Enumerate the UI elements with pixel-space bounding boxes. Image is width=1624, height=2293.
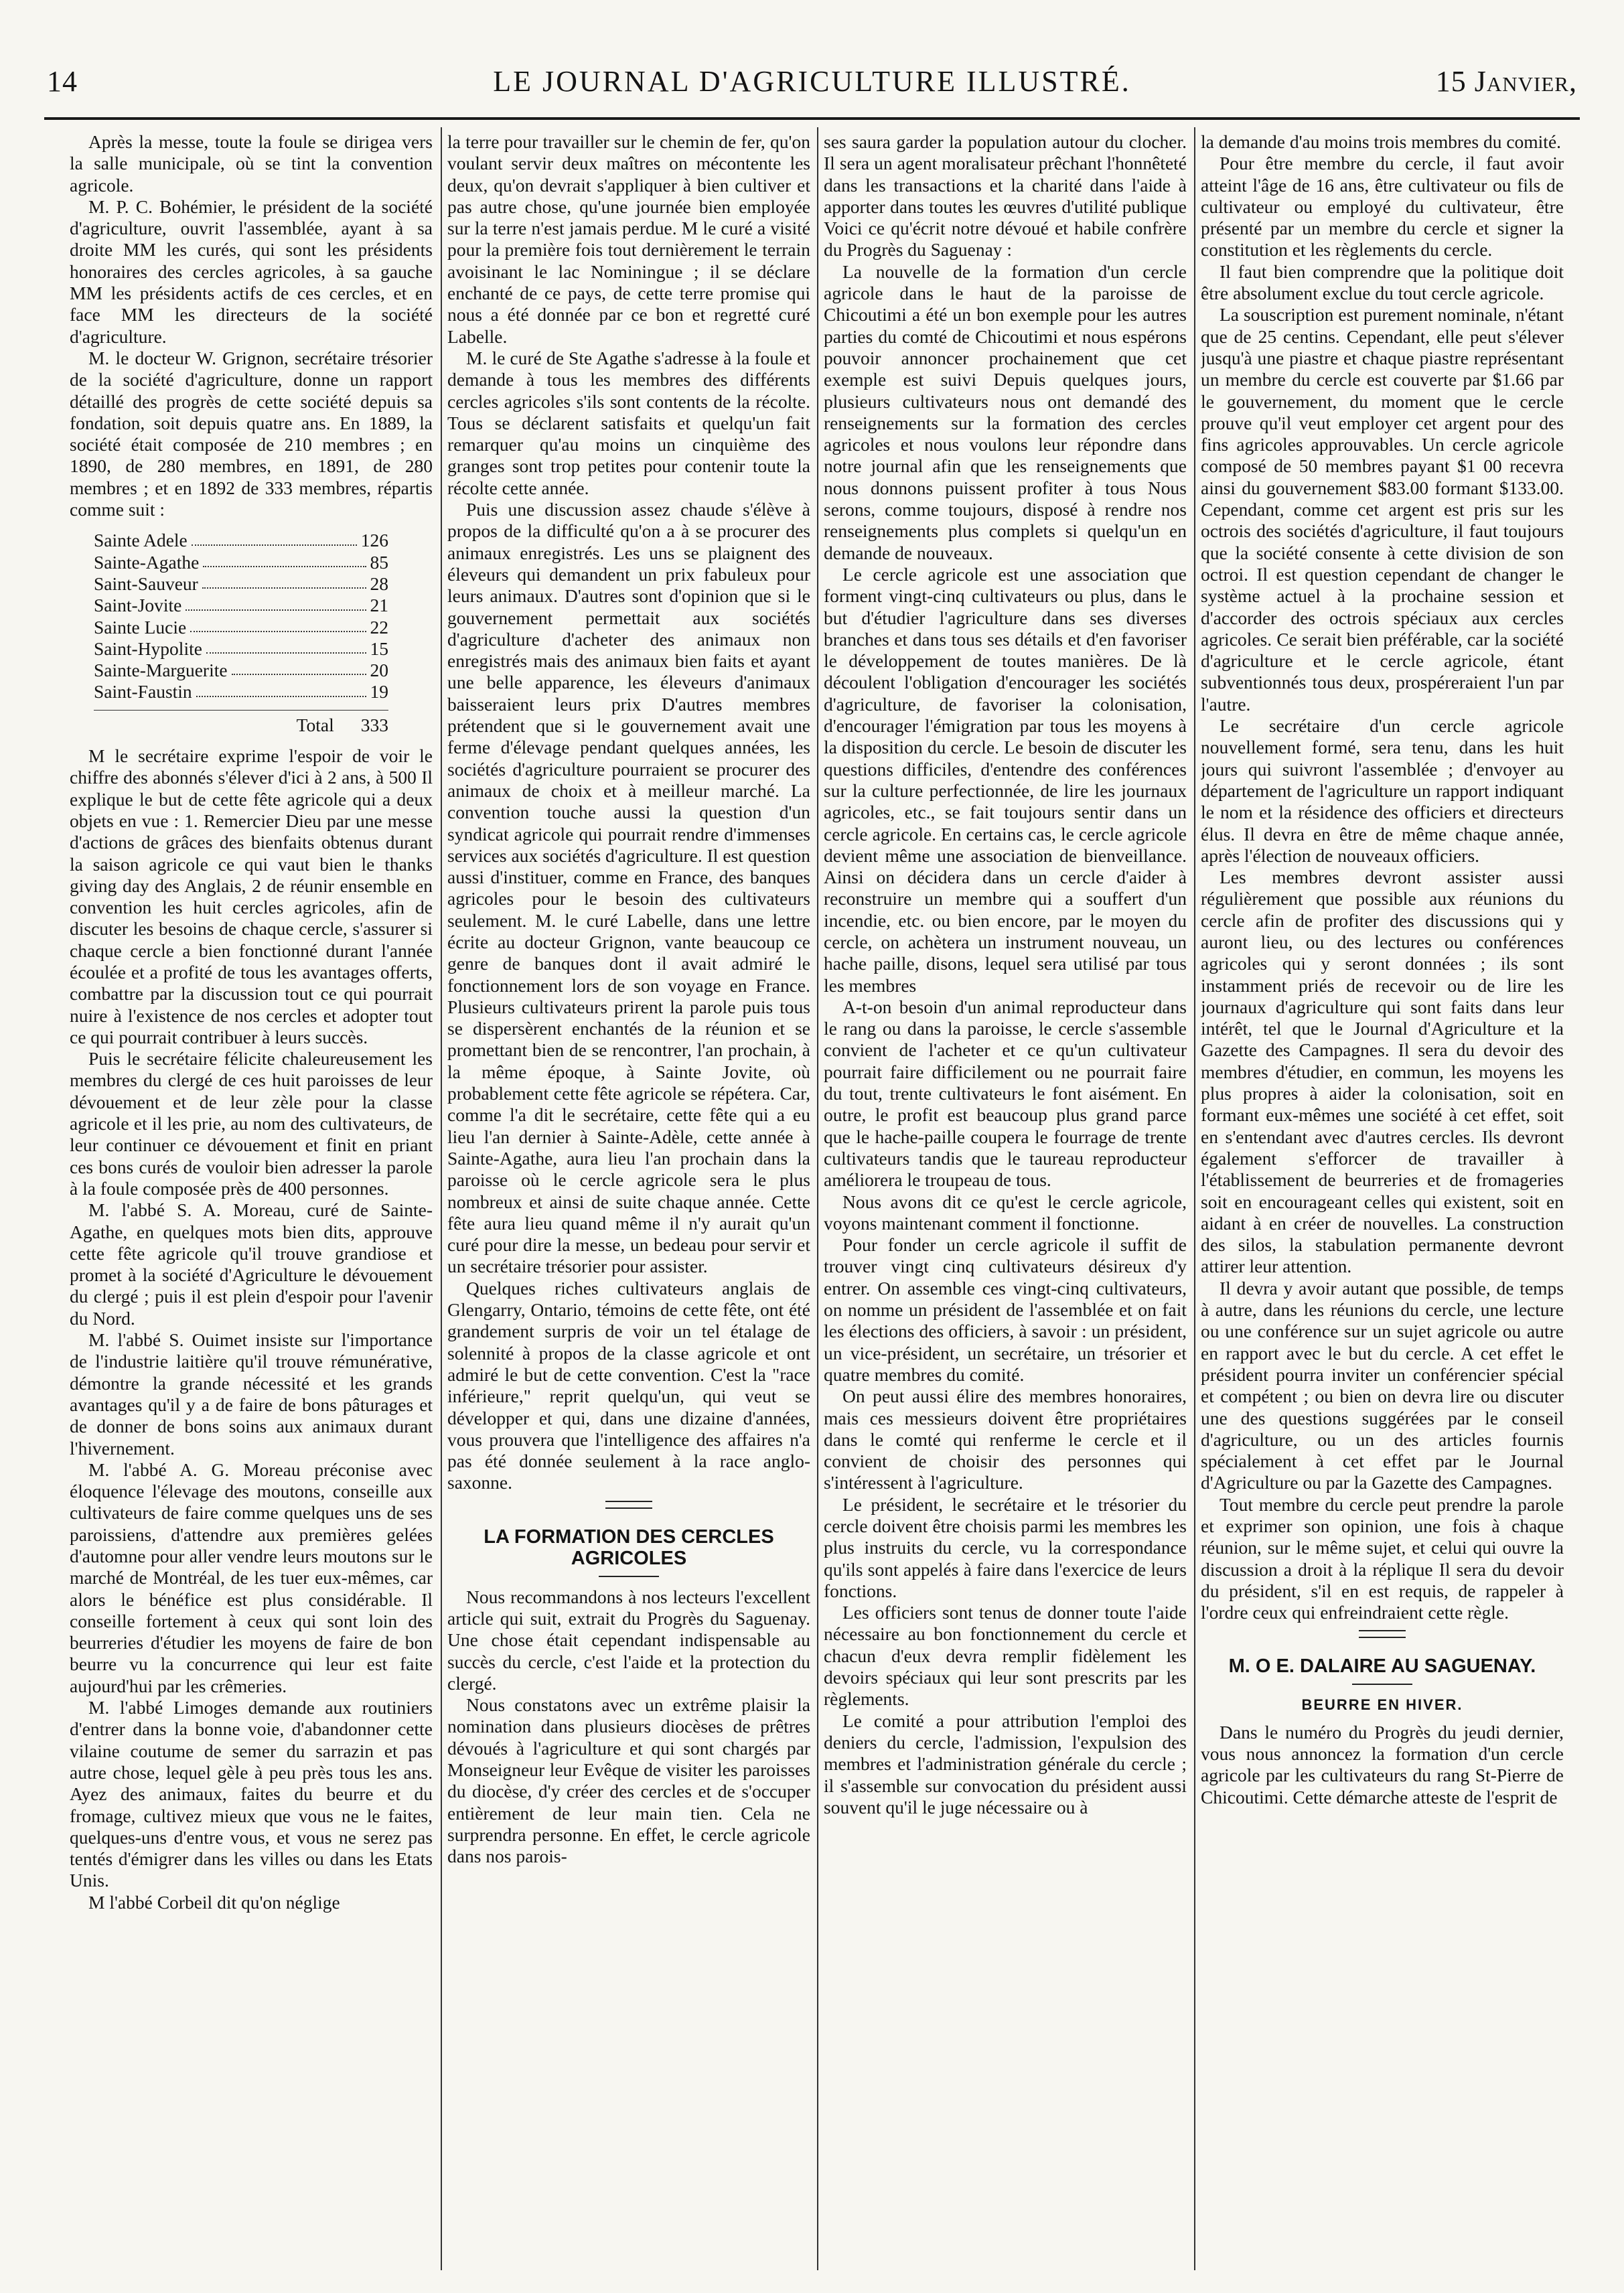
paragraph: Le comité a pour attribution l'emploi des deniers du cercle, l'admission, l'expulsion des membres et l'administration générale du cercle ; il s'assemble sur convocation du président aussi souvent qu'il le juge nécessaire ou à xyxy=(824,1710,1187,1818)
section-heading: LA FORMATION DES CERCLES AGRICOLES xyxy=(484,1526,774,1569)
parish-name: Saint-Faustin xyxy=(94,681,192,702)
member-count: 20 xyxy=(370,660,388,681)
paragraph: Pour être membre du cercle, il faut avoir atteint l'âge de 16 ans, être cultivateur ou fils de cultivateur ou employé du cultivateur, être présenté par un membre du cercle et signer la constitution et les règlements du cercle. xyxy=(1201,153,1564,261)
paragraph: Les officiers sont tenus de donner toute l'aide nécessaire au bon fonctionnement du cercle et chacun d'eux devra remplir fidèlement les devoirs spéciaux qui leur sont prescrits par les règlements. xyxy=(824,1602,1187,1710)
issue-date: 15 Janvier, xyxy=(1435,65,1577,98)
tally-row xyxy=(94,681,388,702)
paragraph: La nouvelle de la formation d'un cercle agricole dans le haut de la paroisse de Chicoutimi a été un bon exemple pour les autres parties du comté de Chicoutimi et nous espérons pouvoir annoncer prochainement que cet exemple est suivi Depuis quelques jours, plusieurs cultivateurs nous ont demandé des renseignements sur la formation des cercles agricoles et nous voulons leur répondre dans notre journal afin que les renseignements que nous donnons puissent profiter à tous Nous serons, comme toujours, disposé à rendre nos renseignements plus complets si quelqu'un en demande de nouveaux. xyxy=(824,261,1187,563)
paragraph: M. l'abbé Limoges demande aux routiniers d'entrer dans la bonne voie, d'abandonner cette vilaine coutume de semer du sarrazin et pas autre chose, lequel gèle à peu près tous les ans. Ayez des animaux, faites du beurre et du fromage, cultivez mieux que vous ne le faites, quelques-uns d'entre vous, et vous ne serez pas tentés d'émigrer dans les villes ou dans les Etats Unis. xyxy=(70,1697,433,1891)
tally-row xyxy=(94,660,388,681)
paragraph: A-t-on besoin d'un animal reproducteur dans le rang ou dans la paroisse, le cercle s'assemble convient de l'acheter et ce qu'un cultivateur pourrait faire difficilement ou ne pourrait faire du tout, trente cultivateurs le font aisément. En outre, le profit est beaucoup plus grand parce que le hache-paille coupera le fourrage de trente cultivateurs tandis que le taureau reproducteur améliorera le troupeau de tous. xyxy=(824,996,1187,1191)
tally-row xyxy=(94,595,388,616)
paragraph: Quelques riches cultivateurs anglais de Glengarry, Ontario, témoins de cette fête, ont été grandement surpris de voir un tel étalage de solennité à propos de la classe agricole et ont admiré le but de cette convention. C'est la "race inférieure," reprit quelqu'un, qui veut se développer et qui, dans une dizaine d'années, vous prouvera que l'intelligence des affaires n'a pas été donnée seulement à la race anglo-saxonne. xyxy=(447,1277,810,1493)
member-count: 85 xyxy=(370,551,388,573)
section-rule xyxy=(1352,1684,1412,1685)
column-3 xyxy=(824,131,1187,2274)
paragraph: Il faut bien comprendre que la politique doit être absolument exclue du tout cercle agricole. xyxy=(1201,261,1564,304)
paragraph: Tout membre du cercle peut prendre la parole et exprimer son opinion, une fois à chaque réunion, sur le même sujet, et celui qui ouvre la discussion a droit à la réplique Il sera du devoir du président, s'il en est requis, de rappeler à l'ordre ceux qui enfreindraient cette règle. xyxy=(1201,1493,1564,1623)
member-count: 21 xyxy=(370,595,388,616)
paragraph: Le cercle agricole est une association que forment vingt-cinq cultivateurs ou plus, dans le but d'étudier l'agriculture dans ses diverses branches et dans tous ses détails et d'en favoriser le développement de toutes manières. De là découlent l'obligation d'encourager les sociétés d'agriculture, de favoriser la colonisation, d'encourager l'émigration par tous les moyens à la disposition du cercle. Le besoin de discuter les questions difficiles, d'entendre des conférences sur la culture perfectionnée, de lire les journaux agricoles, etc., se fait toujours sentir dans un cercle agricole. En certains cas, le cercle agricole devient même une association de bienveillance. Ainsi on décidera dans un cercle d'aider à reconstruire un membre qui a souffert d'un incendie, etc. ou bien encore, par le moyen du cercle, on achètera un instrument nouveau, un hache paille, disons, lequel sera utilisé par tous les membres xyxy=(824,563,1187,996)
member-count: 15 xyxy=(370,638,388,659)
total-label: Total xyxy=(296,714,334,735)
member-count: 22 xyxy=(370,616,388,638)
page-number: 14 xyxy=(47,65,78,98)
paragraph: M l'abbé Corbeil dit qu'on néglige xyxy=(88,1891,340,1913)
parish-name: Sainte-Marguerite xyxy=(94,660,228,681)
paragraph: la demande d'au moins trois membres du comité. xyxy=(1201,131,1562,152)
paragraph: On peut aussi élire des membres honoraires, mais ces messieurs doivent être propriétaires dans le comté qui renferme le cercle et il convient de choisir des personnes qui s'intéressent à l'agriculture. xyxy=(824,1386,1187,1493)
member-count: 19 xyxy=(370,681,388,702)
paragraph: M. l'abbé A. G. Moreau préconise avec éloquence l'élevage des moutons, conseille aux cultivateurs de faire comme quelques uns de ses paroissiens, d'attendre aux premières gelées d'automne pour aller vendre leurs moutons sur le marché de Montréal, de les tuer eux-mêmes, car alors le bénéfice est plus considérable. Il conseille fortement à ceux qui sont loin des beurreries d'étudier les moyens de faire de bon beurre vu la concurrence qui leur est faite aujourd'hui par les crêmeries. xyxy=(70,1459,433,1696)
membership-tally xyxy=(94,530,388,736)
member-count: 28 xyxy=(370,573,388,594)
paragraph: La souscription est purement nominale, n'étant que de 25 centins. Cependant, elle peut s'élever jusqu'à une piastre et chaque piastre représentant un membre du cercle est couverte par $1.66 par le gouvernement, du moment que le cercle prouve qu'il veut employer cet argent pour des fins agricoles approuvables. Un cercle agricole composé de 50 membres payant $1 00 recevra ainsi du gouvernement $83.00 formant $133.00. Cependant, comme cet argent est pris sur les octrois des sociétés d'agriculture, il faut toujours que la société consente à cette division de son octroi. Il est question cependant de changer le système actuel à la prochaine session et d'accorder des octrois spéciaux aux cercles agricoles. Ce serait bien préférable, car la société d'agriculture et le cercle agricole, étant subventionnés tous deux, prospéreraient l'un par l'autre. xyxy=(1201,304,1564,715)
section-ornament xyxy=(1359,1630,1406,1638)
tally-row xyxy=(94,638,388,660)
paragraph: Puis une discussion assez chaude s'élève à propos de la difficulté qu'on a à se procurer des animaux enregistrés. Les uns se plaignent des éleveurs qui demandent un prix fabuleux pour leurs animaux. D'autres sont d'opinion que si le gouvernement permettait aux sociétés d'agriculture d'acheter des animaux non enregistrés mais des animaux bien faits et ayant une belle apparence, les éleveurs d'animaux baisseraient leurs prix D'autres membres prétendent que si le gouvernement avait une ferme d'élevage pendant quelques années, les sociétés d'agriculture pourraient se procurer des animaux de choix et à meilleur marché. La convention touche aussi la question d'un syndicat agricole qui pourrait rendre d'immenses services aux sociétés d'agriculture. Il est question aussi d'instituer, comme en France, des banques agricoles pour le besoin des cultivateurs seulement. M. le curé Labelle, dans une lettre écrite au docteur Grignon, vante beaucoup ce genre de banques dont il avait admiré le fonctionnement lors de son voyage en France. Plusieurs cultivateurs prirent la parole puis tous se dispersèrent enchantés de la réunion et se promettant bien de se rencontrer, l'an prochain, à la même époque, à Sainte Jovite, où probablement cette fête agricole se répétera. Car, comme l'a dit le secrétaire, cette fête qui a eu lieu l'an dernier à Sainte-Adèle, cette année à Sainte-Agathe, aura lieu l'an prochain dans la paroisse où le cercle agricole sera le plus nombreux et ainsi de suite chaque année. Cette fête aura lieu quand même il n'y aurait qu'un curé pour dire la messe, un bedeau pour servir et un secrétaire trésorier pour assister. xyxy=(447,499,810,1277)
section-rule xyxy=(599,1576,659,1577)
page-header xyxy=(47,64,1577,104)
paragraph: M. P. C. Bohémier, le président de la société d'agriculture, ouvrit l'assemblée, ayant à sa droite MM les curés, qui sont les présidents honoraires des cercles agricoles, à sa gauche MM les présidents actifs de ces cercles, et en face MM les directeurs de la société d'agriculture. xyxy=(70,196,433,347)
header-rule xyxy=(44,117,1580,120)
parish-name: Sainte Lucie xyxy=(94,616,187,638)
column-4 xyxy=(1201,131,1564,2274)
section-heading: M. O E. DALAIRE AU SAGUENAY. xyxy=(1228,1655,1536,1678)
paragraph: Pour fonder un cercle agricole il suffit de trouver vingt cinq cultivateurs désireux d'y entrer. On assemble ces vingt-cinq cultivateurs, on nomme un président de l'assemblée et on fait les élections des officiers, à savoir : un président, un vice-président, un secrétaire, un trésorier et quatre membres du comité. xyxy=(824,1234,1187,1385)
paragraph: Le président, le secrétaire et le trésorier du cercle doivent être choisis parmi les membres les plus instruits du cercle, vu la correspondance qu'ils sont appelés à faire dans l'exercice de leurs fonctions. xyxy=(824,1493,1187,1601)
paragraph: la terre pour travailler sur le chemin de fer, qu'on voulant servir deux maîtres on mécontente les deux, qu'on devrait s'appliquer à bien cultiver et pas autre chose, qu'une journée bien employée sur la terre n'est jamais perdue. M le curé a visité pour la première fois tout dernièrement le terrain avoisinant le lac Nominingue ; il se déclare enchanté de ce pays, de cette terre promise qui nous a été donnée par ce bon et regretté curé Labelle. xyxy=(447,131,810,347)
paragraph: M. le curé de Ste Agathe s'adresse à la foule et demande à tous les membres des différents cercles agricoles s'ils sont contents de la récolte. Tous se déclarent satisfaits et quelqu'un fait remarquer qu'au moins un cinquième des granges sont trop petites pour contenir toute la récolte cette année. xyxy=(447,347,810,498)
tally-row xyxy=(94,617,388,638)
tally-row xyxy=(94,530,388,551)
total-value: 333 xyxy=(360,714,388,735)
paragraph: Le secrétaire d'un cercle agricole nouvellement formé, sera tenu, dans les huit jours qui suivront l'assemblée ; d'envoyer au département de l'agriculture un rapport indiquant le nom et la résidence des officiers et directeurs élus. Il devra en être de même chaque année, après l'élection de nouveaux officiers. xyxy=(1201,715,1564,866)
paragraph: Il devra y avoir autant que possible, de temps à autre, dans les réunions du cercle, une lecture ou une conférence sur un sujet agricole ou autre en rapport avec le but du cercle. A cet effet le président pourra inviter un conférencier spécial et compétent ; ou bien on devra lire ou discuter une des questions suggérées par le conseil d'agriculture, ou un des articles fournis spécialement à cet effet par le Journal d'Agriculture ou par la Gazette des Campagnes. xyxy=(1201,1277,1564,1493)
paragraph: Nous recommandons à nos lecteurs l'excellent article qui suit, extrait du Progrès du Saguenay. Une chose était cependant indispensable au succès du cercle, c'est l'aide et la protection du clergé. xyxy=(447,1586,810,1694)
journal-title: LE JOURNAL D'AGRICULTURE ILLUSTRÉ. xyxy=(493,65,1131,98)
parish-name: Saint-Jovite xyxy=(94,595,182,616)
paragraph: M. le docteur W. Grignon, secrétaire trésorier de la société d'agriculture, donne un rapport détaillé des progrès de cette société depuis sa fondation, soit depuis quatre ans. En 1889, la société était composée de 210 membres ; en 1890, de 280 membres, en 1891, de 280 membres ; et en 1892 de 333 membres, répartis comme suit : xyxy=(70,347,433,520)
tally-row xyxy=(94,573,388,595)
parish-name: Saint-Hypolite xyxy=(94,638,202,659)
paragraph: ses saura garder la population autour du clocher. Il sera un agent moralisateur prêchant l'honnêteté dans les transactions et la charité dans l'aide à apporter dans toutes les œuvres d'utilité publique Voici ce qu'écrit notre dévoué et habile confrère du Progrès du Saguenay : xyxy=(824,131,1187,261)
column-2 xyxy=(447,131,810,2274)
column-1 xyxy=(70,131,433,2274)
paragraph: Nous avons dit ce qu'est le cercle agricole, voyons maintenant comment il fonctionne. xyxy=(824,1191,1187,1234)
paragraph: Les membres devront assister aussi régulièrement que possible aux réunions du cercle afin de profiter des discussions qui y auront lieu, ou des lectures ou conférences agricoles qui y seront données ; ils sont instamment priés de recevoir ou de lire les journaux d'agriculture qui sont faits dans leur intérêt, tel que le Journal d'Agriculture et la Gazette des Campagnes. Il sera du devoir des membres d'étudier, en commun, les moyens les plus propres à aider la colonisation, soit en formant eux-mêmes une société à cet effet, soit en s'entendant avec d'autres cercles. Ils devront également s'efforcer de travailler à l'établissement de beurreries et de fromageries soit en encourageant celles qui existent, soit en aidant à en créer de nouvelles. La construction des silos, la stabulation permanente devront attirer leur attention. xyxy=(1201,867,1564,1277)
paragraph: M le secrétaire exprime l'espoir de voir le chiffre des abonnés s'élever d'ici à 2 ans, à 500 Il explique le but de cette fête agricole qui a deux objets en vue : 1. Remercier Dieu par une messe d'actions de grâces des bienfaits obtenus durant la saison agricole ce qui vaut bien le thanks giving day des Anglais, 2 de réunir ensemble en convention les huit cercles agricoles, afin de discuter les besoins de chaque cercle, s'assurer si chaque cercle a bien fonctionné durant l'année écoulée et a profité de tous les avantages offerts, combattre par la discussion tout ce qui pourrait nuire à l'existence de nos cercles et adopter tout ce qui pourrait contribuer à leurs succès. xyxy=(70,745,433,1047)
paragraph: Après la messe, toute la foule se dirigea vers la salle municipale, où se tint la convention agricole. xyxy=(70,131,433,196)
parish-name: Saint-Sauveur xyxy=(94,573,198,594)
section-ornament xyxy=(605,1501,652,1509)
tally-total xyxy=(94,710,388,736)
paragraph: Nous constatons avec un extrême plaisir la nomination dans plusieurs diocèses de prêtres dévoués à l'agriculture et qui sont chargés par Monseigneur leur Evêque de visiter les paroisses du diocèse, d'y créer des cercles et de s'occuper entièrement de leur main tien. Cela ne surprendra personne. En effet, le cercle agricole dans nos parois- xyxy=(447,1694,810,1867)
paragraph: M. l'abbé S. Ouimet insiste sur l'importance de l'industrie laitière qu'il trouve rémunérative, démontre la grande nécessité et les grands avantages qu'il y a de faire de bons pâturages et de donner de bons soins aux animaux durant l'hivernement. xyxy=(70,1329,433,1459)
parish-name: Sainte-Agathe xyxy=(94,551,200,573)
section-subheading: BEURRE EN HIVER. xyxy=(1301,1696,1463,1714)
parish-name: Sainte Adele xyxy=(94,530,188,551)
paragraph: Dans le numéro du Progrès du jeudi dernier, vous nous annoncez la formation d'un cercle agricole par les cultivateurs du rang St-Pierre de Chicoutimi. Cette démarche atteste de l'esprit de xyxy=(1201,1721,1564,1807)
paragraph: Puis le secrétaire félicite chaleureusement les membres du clergé de ces huit paroisses de leur dévouement et de leur zèle pour la classe agricole et il les prie, au nom des cultivateurs, de leur continuer ce dévouement et finit en priant ces bons curés de vouloir bien adresser la parole à la foule composée près de 400 personnes. xyxy=(70,1048,433,1199)
column-divider xyxy=(1194,127,1195,2270)
column-divider xyxy=(817,127,818,2270)
member-count: 126 xyxy=(360,530,388,551)
paragraph: M. l'abbé S. A. Moreau, curé de Sainte-Agathe, en quelques mots bien dits, approuve cette fête agricole qu'il trouve grandiose et promet à la société d'Agriculture le dévouement du clergé ; puis il est plein d'espoir pour l'avenir du Nord. xyxy=(70,1199,433,1329)
tally-row xyxy=(94,552,388,573)
column-divider xyxy=(441,127,442,2270)
